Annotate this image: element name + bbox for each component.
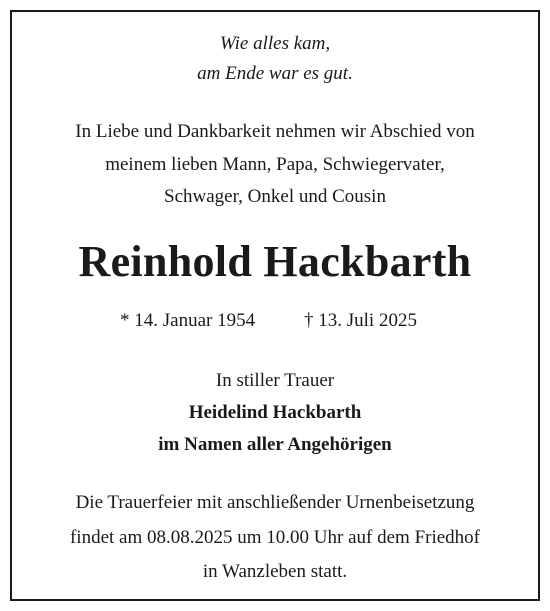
- deceased-name: Reinhold Hackbarth: [78, 237, 472, 286]
- mourner-name: Heidelind Hackbarth: [188, 402, 362, 423]
- mourners-group: im Namen aller Angehörigen: [158, 434, 392, 455]
- intro-line-2: meinem lieben Mann, Papa, Schwiegervater,: [105, 154, 445, 175]
- motto-line-1: Wie alles kam,: [219, 33, 331, 54]
- mourners-intro: In stiller Trauer: [215, 370, 335, 391]
- intro-line-1: In Liebe und Dankbarkeit nehmen wir Abschied von: [75, 121, 475, 142]
- intro-line-3: Schwager, Onkel und Cousin: [164, 186, 386, 207]
- ceremony-line-2: findet am 08.08.2025 um 10.00 Uhr auf dem Friedhof: [69, 527, 480, 548]
- obituary-border: [10, 10, 540, 601]
- motto-line-2: am Ende war es gut.: [197, 63, 353, 84]
- ceremony-line-3: in Wanzleben statt.: [202, 561, 348, 582]
- death-date: † 13. Juli 2025: [304, 310, 417, 331]
- life-dates: [12, 309, 538, 333]
- birth-date: * 14. Januar 1954: [120, 310, 256, 331]
- ceremony-line-1: Die Trauerfeier mit anschließender Urnenbeisetzung: [75, 492, 475, 513]
